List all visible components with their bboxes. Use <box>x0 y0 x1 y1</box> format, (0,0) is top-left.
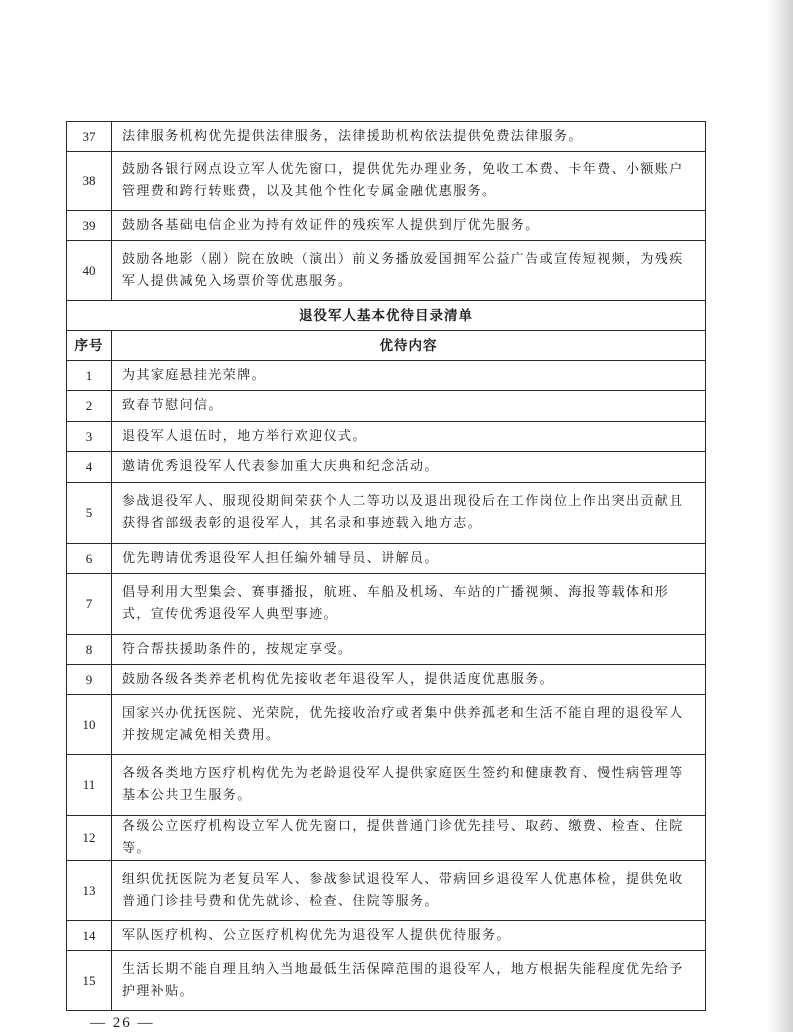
row-text: 参战退役军人、服现役期间荣获个人二等功以及退出现役后在工作岗位上作出突出贡献且获得省部级表彰的退役军人，其名录和事迹载入地方志。 <box>112 483 706 544</box>
table-row <box>67 695 706 755</box>
row-text: 法律服务机构优先提供法律服务，法律援助机构依法提供免费法律服务。 <box>112 122 706 152</box>
row-text: 为其家庭悬挂光荣牌。 <box>112 361 706 391</box>
row-number: 6 <box>67 544 112 574</box>
row-number: 38 <box>67 152 112 211</box>
row-number: 4 <box>67 452 112 483</box>
row-text: 鼓励各地影（剧）院在放映（演出）前义务播放爱国拥军公益广告或宣传短视频，为残疾军人提供减免入场票价等优惠服务。 <box>112 241 706 301</box>
header-row <box>67 331 706 361</box>
row-text: 退役军人退伍时，地方举行欢迎仪式。 <box>112 422 706 452</box>
table-row <box>67 635 706 665</box>
page-edge-shadow <box>767 0 793 1032</box>
row-number: 10 <box>67 695 112 755</box>
table-row <box>67 452 706 483</box>
table-row <box>67 544 706 574</box>
row-text: 优先聘请优秀退役军人担任编外辅导员、讲解员。 <box>112 544 706 574</box>
row-text: 生活长期不能自理且纳入当地最低生活保障范围的退役军人，地方根据失能程度优先给予护理补贴。 <box>112 951 706 1011</box>
table-row <box>67 755 706 816</box>
table-row <box>67 361 706 391</box>
row-number: 11 <box>67 755 112 816</box>
row-text: 鼓励各级各类养老机构优先接收老年退役军人，提供适度优惠服务。 <box>112 665 706 695</box>
table-row <box>67 152 706 211</box>
table-row <box>67 921 706 951</box>
row-number: 7 <box>67 574 112 635</box>
row-number: 15 <box>67 951 112 1011</box>
section-title: 退役军人基本优待目录清单 <box>67 301 706 331</box>
row-number: 13 <box>67 861 112 921</box>
row-number: 14 <box>67 921 112 951</box>
header-content: 优待内容 <box>112 331 706 361</box>
row-number: 3 <box>67 422 112 452</box>
row-number: 39 <box>67 211 112 241</box>
row-number: 1 <box>67 361 112 391</box>
row-text: 各级公立医疗机构设立军人优先窗口，提供普通门诊优先挂号、取药、缴费、检查、住院等。 <box>112 816 706 861</box>
table-row <box>67 574 706 635</box>
section-title-row <box>67 301 706 331</box>
row-number: 12 <box>67 816 112 861</box>
row-text: 符合帮扶援助条件的，按规定享受。 <box>112 635 706 665</box>
row-number: 9 <box>67 665 112 695</box>
table-row <box>67 861 706 921</box>
row-text: 国家兴办优抚医院、光荣院，优先接收治疗或者集中供养孤老和生活不能自理的退役军人并按规定减免相关费用。 <box>112 695 706 755</box>
table-row <box>67 422 706 452</box>
row-number: 40 <box>67 241 112 301</box>
table-row <box>67 241 706 301</box>
row-text: 组织优抚医院为老复员军人、参战参试退役军人、带病回乡退役军人优惠体检，提供免收普通门诊挂号费和优先就诊、检查、住院等服务。 <box>112 861 706 921</box>
row-text: 倡导利用大型集会、赛事播报，航班、车船及机场、车站的广播视频、海报等载体和形式，宣传优秀退役军人典型事迹。 <box>112 574 706 635</box>
row-text: 邀请优秀退役军人代表参加重大庆典和纪念活动。 <box>112 452 706 483</box>
table-row <box>67 483 706 544</box>
row-text: 军队医疗机构、公立医疗机构优先为退役军人提供优待服务。 <box>112 921 706 951</box>
table-row <box>67 211 706 241</box>
row-text: 致春节慰问信。 <box>112 391 706 422</box>
page-number: — 26 — <box>90 1015 155 1031</box>
preferential-treatment-table <box>66 121 706 1011</box>
table-row <box>67 816 706 861</box>
row-text: 鼓励各银行网点设立军人优先窗口，提供优先办理业务，免收工本费、卡年费、小额账户管理费和跨行转账费，以及其他个性化专属金融优惠服务。 <box>112 152 706 211</box>
table-row <box>67 122 706 152</box>
table-row <box>67 665 706 695</box>
row-text: 鼓励各基础电信企业为持有效证件的残疾军人提供到厅优先服务。 <box>112 211 706 241</box>
row-text: 各级各类地方医疗机构优先为老龄退役军人提供家庭医生签约和健康教育、慢性病管理等基本公共卫生服务。 <box>112 755 706 816</box>
header-number: 序号 <box>67 331 112 361</box>
row-number: 2 <box>67 391 112 422</box>
row-number: 8 <box>67 635 112 665</box>
row-number: 5 <box>67 483 112 544</box>
table-row <box>67 951 706 1011</box>
row-number: 37 <box>67 122 112 152</box>
table-row <box>67 391 706 422</box>
